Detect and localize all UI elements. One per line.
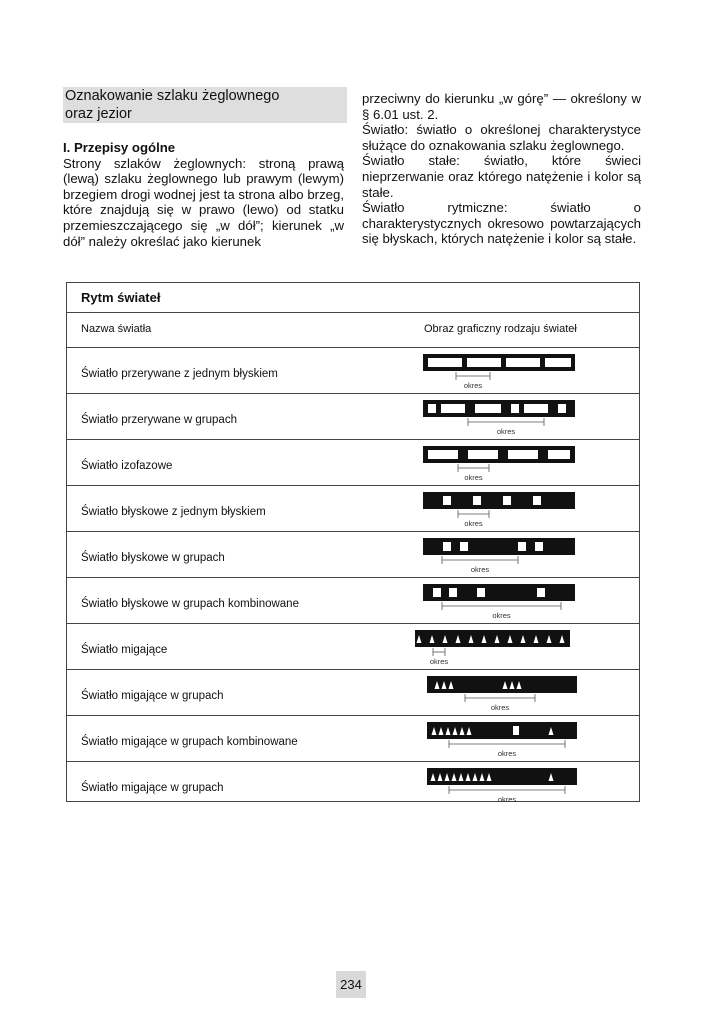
table-row (67, 439, 639, 486)
light-phase (433, 588, 441, 597)
column-header-graphic: Obraz graficzny rodzaju świateł (424, 323, 577, 335)
subheading: I. Przepisy ogólne (63, 140, 176, 155)
light-name: Światło izofazowe (81, 460, 173, 472)
table-row (67, 623, 639, 670)
light-rhythm-table (66, 282, 640, 802)
light-name: Światło migające (81, 644, 168, 656)
column-header-name: Nazwa światła (81, 323, 152, 335)
right-paragraph-1: przeciwny do kierunku „w górę” — określony w § 6.01 ust. 2. (362, 91, 641, 122)
light-phase (428, 404, 436, 413)
rhythm-graphic-quick-composite (407, 718, 577, 760)
light-phase (467, 358, 501, 367)
light-phase (428, 358, 462, 367)
table-row (67, 531, 639, 578)
period-label: okres (497, 749, 517, 758)
light-phase (443, 542, 451, 551)
light-phase (558, 404, 566, 413)
table-row (67, 761, 639, 808)
light-name: Światło błyskowe z jednym błyskiem (81, 506, 266, 518)
light-bar (427, 722, 577, 739)
table-row (67, 669, 639, 716)
page-number: 234 (336, 971, 366, 998)
light-phase (460, 542, 468, 551)
right-column (362, 91, 641, 247)
light-name: Światło błyskowe w grupach kombinowane (81, 598, 299, 610)
rhythm-graphic-quick-group-2 (407, 764, 577, 806)
table-title: Rytm świateł (81, 290, 161, 305)
light-phase (475, 404, 501, 413)
period-label: okres (497, 795, 517, 804)
period-label: okres (490, 703, 510, 712)
light-phase (524, 404, 548, 413)
rhythm-graphic-flashing-composite (407, 580, 577, 622)
section-heading (63, 87, 347, 123)
period-label: okres (464, 519, 483, 528)
light-phase (545, 358, 571, 367)
light-name: Światło błyskowe w grupach (81, 552, 225, 564)
light-name: Światło przerywane w grupach (81, 414, 237, 426)
table-row (67, 577, 639, 624)
long-flash-mark (513, 726, 519, 735)
period-label: okres (429, 657, 449, 666)
rhythm-graphic-occulting-group (407, 396, 577, 438)
light-phase (506, 358, 540, 367)
light-bar (423, 584, 575, 601)
light-phase (535, 542, 543, 551)
right-paragraph-3: Światło stałe: światło, które świeci nieprzerwanie oraz którego natężenie i kolor są stałe. (362, 153, 641, 200)
light-phase (443, 496, 451, 505)
light-name: Światło migające w grupach (81, 690, 224, 702)
light-bar (427, 676, 577, 693)
light-phase (511, 404, 519, 413)
light-phase (503, 496, 511, 505)
light-phase (468, 450, 498, 459)
rhythm-graphic-isophase (407, 442, 577, 484)
light-phase (428, 450, 458, 459)
rhythm-graphic-flashing (407, 488, 577, 530)
light-phase (548, 450, 570, 459)
light-name: Światło migające w grupach (81, 782, 224, 794)
rhythm-graphic-flashing-group (407, 534, 577, 576)
table-row (67, 485, 639, 532)
section-heading-line1: Oznakowanie szlaku żeglownego (65, 88, 280, 104)
left-paragraph: Strony szlaków żeglownych: stroną prawą (lewą) szlaku żeglownego lub prawym (lewym) brzegiem drogi wodnej jest ta strona albo brzeg, które znajdują się w prawo (lewo) od statku przemieszczającego się „w dół”; kierunek „w dół” należy określać jako kierunek (63, 155, 344, 249)
right-paragraph-4: Światło rytmiczne: światło o charakterystycznych okresowo powtarzających się błyskach, których natężenie i kolor są stałe. (362, 200, 641, 247)
period-label: okres (463, 381, 483, 390)
light-bar (427, 768, 577, 785)
light-phase (441, 404, 465, 413)
table-divider (67, 312, 639, 313)
light-name: Światło przerywane z jednym błyskiem (81, 368, 278, 380)
light-name: Światło migające w grupach kombinowane (81, 736, 298, 748)
light-phase (533, 496, 541, 505)
table-row (67, 393, 639, 440)
rhythm-graphic-quick-group (407, 672, 577, 714)
light-phase (508, 450, 538, 459)
table-row (67, 715, 639, 762)
period-label: okres (464, 473, 483, 482)
light-phase (449, 588, 457, 597)
rhythm-graphic-quick (407, 626, 577, 668)
left-column (63, 140, 344, 249)
period-label: okres (496, 427, 516, 436)
light-bar (415, 630, 570, 647)
period-label: okres (470, 565, 490, 574)
light-phase (473, 496, 481, 505)
period-label: okres (492, 611, 511, 620)
table-row (67, 347, 639, 394)
light-phase (518, 542, 526, 551)
rhythm-graphic-occulting (407, 350, 577, 392)
right-paragraph-2: Światło: światło o określonej charakterystyce służące do oznakowania szlaku żeglownego. (362, 122, 641, 153)
section-heading-line2: oraz jezior (65, 106, 132, 122)
light-phase (537, 588, 545, 597)
light-phase (477, 588, 485, 597)
